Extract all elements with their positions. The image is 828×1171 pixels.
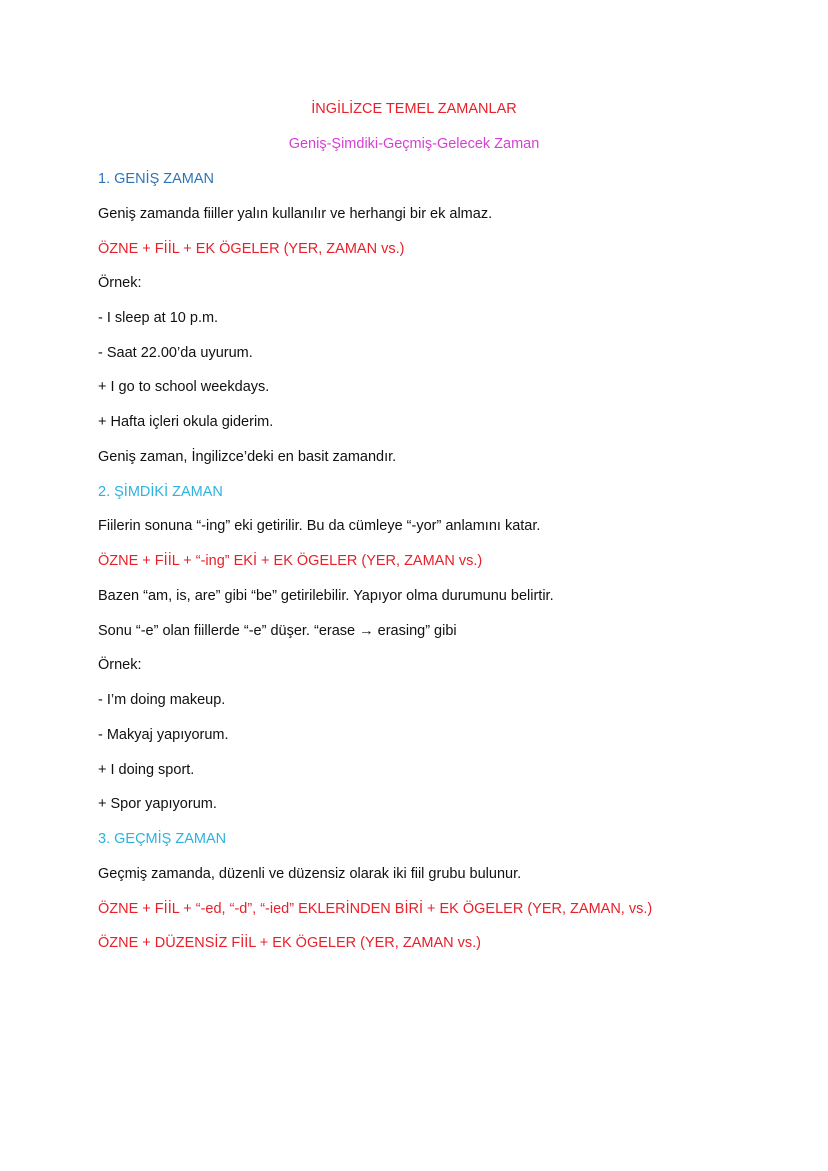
- section-heading-gecmis-zaman: 3. GEÇMİŞ ZAMAN: [98, 831, 227, 847]
- example-label: Örnek:: [98, 275, 142, 291]
- paragraph: Geçmiş zamanda, düzenli ve düzensiz olarak iki fiil grubu bulunur.: [98, 866, 522, 882]
- example-line: + Hafta içleri okula giderim.: [98, 414, 274, 430]
- formula: ÖZNE + FİİL + “-ing” EKİ + EK ÖGELER (YER, ZAMAN vs.): [98, 553, 483, 569]
- example-line: + I go to school weekdays.: [98, 379, 270, 395]
- example-line: - Makyaj yapıyorum.: [98, 727, 229, 743]
- paragraph: Geniş zaman, İngilizce’deki en basit zamandır.: [98, 449, 397, 465]
- example-line: - Saat 22.00’da uyurum.: [98, 345, 253, 361]
- example-line: - I sleep at 10 p.m.: [98, 310, 219, 326]
- example-label: Örnek:: [98, 657, 142, 673]
- formula: ÖZNE + FİİL + “-ed, “-d”, “-ied” EKLERİNDEN BİRİ + EK ÖGELER (YER, ZAMAN, vs.): [98, 901, 653, 917]
- formula: ÖZNE + DÜZENSİZ FİİL + EK ÖGELER (YER, ZAMAN vs.): [98, 935, 481, 951]
- paragraph: Geniş zamanda fiiller yalın kullanılır ve herhangi bir ek almaz.: [98, 206, 493, 222]
- example-line: + Spor yapıyorum.: [98, 796, 217, 812]
- section-heading-genis-zaman: 1. GENİŞ ZAMAN: [98, 171, 215, 187]
- paragraph: Sonu “-e” olan fiillerde “-e” düşer. “erase → erasing” gibi: [98, 623, 457, 639]
- example-line: - I’m doing makeup.: [98, 692, 226, 708]
- document-title: İNGİLİZCE TEMEL ZAMANLAR: [311, 101, 517, 117]
- formula: ÖZNE + FİİL + EK ÖGELER (YER, ZAMAN vs.): [98, 241, 405, 257]
- paragraph: Fiilerin sonuna “-ing” eki getirilir. Bu da cümleye “-yor” anlamını katar.: [98, 518, 541, 534]
- example-line: + I doing sport.: [98, 762, 195, 778]
- paragraph: Bazen “am, is, are” gibi “be” getirilebilir. Yapıyor olma durumunu belirtir.: [98, 588, 554, 604]
- document-subtitle: Geniş-Şimdiki-Geçmiş-Gelecek Zaman: [288, 136, 540, 152]
- section-heading-simdiki-zaman: 2. ŞİMDİKİ ZAMAN: [98, 484, 223, 500]
